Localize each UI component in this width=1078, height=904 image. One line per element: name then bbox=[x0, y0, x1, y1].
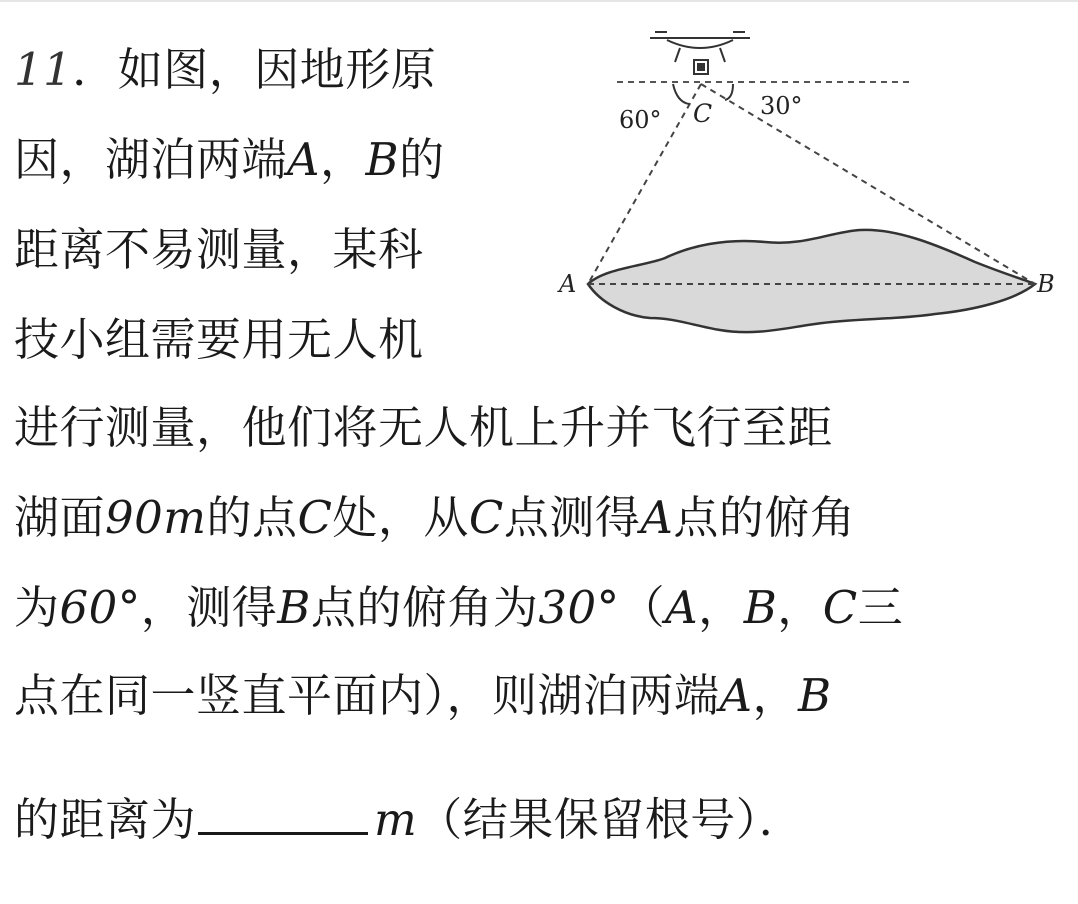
text-segment: 点测得 bbox=[503, 491, 641, 544]
angle-label-30: 30° bbox=[760, 92, 803, 120]
text-segment: 进行测量，他们将无人机上升并飞行至距 bbox=[14, 401, 834, 454]
text-line-2 bbox=[14, 132, 445, 188]
text-segment: ，测得 bbox=[140, 581, 278, 634]
angle-arc-right bbox=[725, 84, 733, 100]
top-divider bbox=[0, 0, 1078, 2]
point-b-label: B bbox=[798, 669, 832, 722]
point-a-label: A bbox=[287, 133, 321, 186]
text-segment: ， bbox=[698, 581, 744, 634]
text-segment: ， bbox=[752, 669, 799, 722]
text-line-1 bbox=[14, 42, 436, 98]
text-segment: （结果保留根号）． bbox=[417, 793, 805, 846]
unit-label: m bbox=[374, 793, 418, 846]
height-value: 90m bbox=[105, 491, 207, 544]
text-segment: 距离不易测量，某科 bbox=[14, 223, 424, 276]
text-segment: ， bbox=[320, 133, 366, 186]
question-number-sep: ． bbox=[72, 43, 118, 96]
text-segment: 处，从 bbox=[332, 491, 469, 544]
angle-label-60: 60° bbox=[619, 106, 662, 134]
text-segment: 点的俯角为 bbox=[310, 581, 539, 634]
text-line-6 bbox=[14, 490, 855, 546]
point-c-label: C bbox=[297, 491, 333, 544]
text-segment: 点的俯角 bbox=[673, 491, 856, 544]
point-b-label: B bbox=[277, 581, 311, 634]
text-segment: 三 bbox=[857, 581, 904, 634]
angle-arc-left bbox=[673, 84, 689, 104]
text-line-5 bbox=[14, 400, 833, 456]
text-segment: 技小组需要用无人机 bbox=[14, 313, 424, 366]
figure-label-b: B bbox=[1037, 270, 1055, 298]
text-line-3 bbox=[14, 222, 424, 278]
point-b-label: B bbox=[743, 581, 778, 634]
text-segment: 的点 bbox=[206, 491, 298, 544]
text-segment: 湖面 bbox=[14, 491, 106, 544]
text-segment: 的 bbox=[399, 133, 445, 186]
figure-label-c: C bbox=[693, 99, 713, 128]
drone-icon bbox=[650, 32, 750, 74]
lake-shape bbox=[588, 230, 1035, 332]
geometry-figure bbox=[555, 18, 1055, 348]
angle-b-value: 30° bbox=[538, 581, 620, 634]
text-line-4 bbox=[14, 312, 424, 368]
angle-a-value: 60° bbox=[59, 581, 141, 634]
text-line-7 bbox=[14, 580, 903, 636]
answer-blank[interactable] bbox=[198, 792, 368, 835]
text-segment: 点在同一竖直平面内），则湖泊两端 bbox=[14, 669, 720, 722]
text-segment: 如图，因地形原 bbox=[117, 43, 437, 96]
text-segment: 的距离为 bbox=[14, 793, 197, 846]
point-a-label: A bbox=[665, 581, 699, 634]
point-c-label: C bbox=[822, 581, 858, 634]
text-segment: （ bbox=[619, 581, 666, 634]
text-segment: ， bbox=[777, 581, 823, 634]
point-a-label: A bbox=[640, 491, 674, 544]
question-number: 11 bbox=[14, 43, 73, 96]
point-c-label: C bbox=[468, 491, 504, 544]
point-a-label: A bbox=[719, 669, 753, 722]
point-b-label: B bbox=[365, 133, 400, 186]
text-segment: 因，湖泊两端 bbox=[14, 133, 288, 186]
text-segment: 为 bbox=[14, 581, 60, 634]
text-line-8 bbox=[14, 668, 832, 724]
figure-label-a: A bbox=[559, 270, 577, 298]
text-line-9 bbox=[14, 792, 804, 848]
